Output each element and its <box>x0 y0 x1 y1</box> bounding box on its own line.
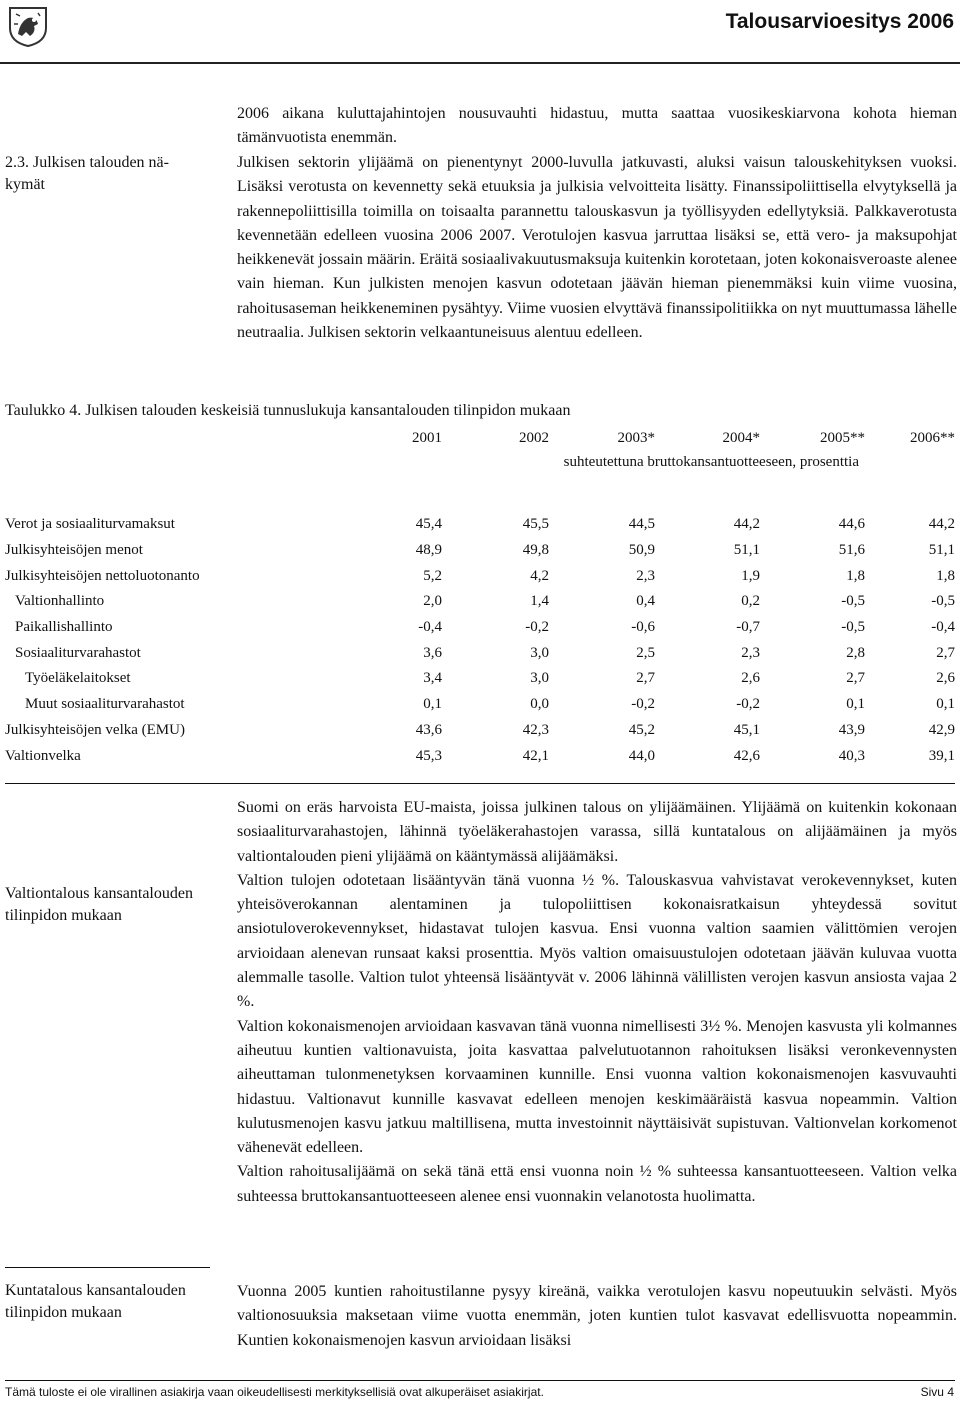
public-finance-table <box>5 426 955 769</box>
header-divider <box>0 62 960 64</box>
paragraph: Suomi on eräs harvoista EU-maista, joissa julkinen talous on ylijäämäinen. Ylijäämä on kuitenkin kokonaan sosiaaliturvarahastojen, lähinnä työeläkerahastojen varassa, sillä kuntatalous on alijäämäinen ja myös valtiontalouden pieni ylijäämä on kääntymässä alijäämäksi. <box>237 799 957 865</box>
table-row: Julkisyhteisöjen nettoluotonanto 5,2 4,2 2,3 1,9 1,8 1,8 <box>5 567 955 584</box>
table-row: Paikallishallinto -0,4 -0,2 -0,6 -0,7 -0,5 -0,4 <box>15 619 955 636</box>
year-header: 2006** <box>910 429 955 446</box>
year-header: 2005** <box>820 429 865 446</box>
paragraph: Vuonna 2005 kuntien rahoitustilanne pysyy kireänä, vaikka verotulojen kasvu nopeutuukin selvästi. Myös valtionosuuksia maksetaan viime vuotta enemmän, joten kuntien tulot kasvavat edellisvuotta nopeammin. Kuntien kokonaismenojen kasvun arvioidaan lisäksi <box>237 1283 957 1349</box>
document-title: Talousarvioesitys 2006 <box>725 10 954 33</box>
year-header: 2002 <box>519 429 549 446</box>
paragraph: Valtion tulojen odotetaan lisääntyvän tänä vuonna ½ %. Talouskasvua vahvistavat verokevennykset, kuten yhteisöverokannan alentaminen ja tulopoliittisen kokonaisratkaisun yhteydessä sovitut ansiotuloverokevennykset, hidastavat tulojen kasvua. Ensi vuonna valtion saamien välittömien verojen arvioidaan alenevan runsaat kaksi prosenttia. Myös valtion omaisuustulojen odotetaan jäävän kuluvaa vuotta alemmalle tasolle. Valtion tulot yhteensä lisääntyvät v. 2006 lähinnä välillisten verojen kasvun ansiosta vajaa 2 %. <box>237 871 957 1011</box>
intro-paragraph: 2006 aikana kuluttajahintojen nousuvauhti hidastuu, mutta saattaa vuosikeskiarvona kohota hieman tämänvuotista enemmän. <box>237 105 957 147</box>
table-unit-row <box>5 450 955 474</box>
section-divider <box>5 1267 210 1268</box>
kuntatalous-text <box>237 1280 957 1353</box>
table-caption: Taulukko 4. Julkisen talouden keskeisiä tunnuslukuja kansantalouden tilinpidon mukaan <box>5 402 571 419</box>
unit-label: suhteutettuna bruttokansantuotteeseen, prosenttia <box>563 453 859 470</box>
table-row: Valtionhallinto 2,0 1,4 0,4 0,2 -0,5 -0,5 <box>15 593 955 610</box>
year-header: 2003* <box>617 429 655 446</box>
side-heading-valtiontalous: Valtiontalous kansantalouden tilinpidon mukaan <box>5 885 193 924</box>
footer-disclaimer: Tämä tuloste ei ole virallinen asiakirja vaan oikeudellisesti merkityksellisiä ovat alkuperäiset asiakirjat. <box>5 1385 544 1399</box>
footer-rule <box>5 1380 955 1381</box>
paragraph: Valtion kokonaismenojen arvioidaan kasvavan tänä vuonna nimellisesti 3½ %. Menojen kasvusta yli kolmannes aiheutuu kuntien valtionavuista, joita kasvattaa palvelutuotannon rahoituksen lisäksi veronkevennysten aiheuttaman tulonmenetyksen korvaaminen kunnille. Ensi vuonna valtion kokonaismenojen kasvuvauhti hidastuu. Valtionavut kunnille kasvavat edelleen menojen keskimääräistä kasvua nopeammin. Valtion kulutusmenojen kasvu jatkuu maltillisena, mutta investoinnit näyttäisivät supistuvan. Valtionvelan korkomenot vähenevät edelleen. <box>237 1017 957 1157</box>
side-heading-kuntatalous: Kuntatalous kansantalouden tilinpidon mukaan <box>5 1282 186 1321</box>
table-row: Työeläkelaitokset 3,4 3,0 2,7 2,6 2,7 2,6 <box>25 670 955 687</box>
table-row: Valtionvelka 45,3 42,1 44,0 42,6 40,3 39,1 <box>5 747 955 764</box>
table-row: Julkisyhteisöjen menot 48,9 49,8 50,9 51,1 51,6 51,1 <box>5 542 955 559</box>
lion-crest-icon <box>6 4 50 48</box>
table-bottom-rule <box>5 783 955 784</box>
year-header: 2001 <box>412 429 442 446</box>
valtiontalous-text <box>237 796 957 1209</box>
header-empty <box>5 426 267 450</box>
table-row: Verot ja sosiaaliturvamaksut 45,4 45,5 44,5 44,2 44,6 44,2 <box>5 516 955 533</box>
year-header: 2004* <box>722 429 760 446</box>
table-row: Muut sosiaaliturvarahastot 0,1 0,0 -0,2 -0,2 0,1 0,1 <box>25 696 955 713</box>
table-header-row <box>5 426 955 450</box>
table-row: Julkisyhteisöjen velka (EMU) 43,6 42,3 45,2 45,1 43,9 42,9 <box>5 721 955 738</box>
page-number: Sivu 4 <box>920 1385 954 1399</box>
paragraph: Valtion rahoitusalijäämä on sekä tänä että ensi vuonna noin ½ % suhteessa kansantuotteeseen. Valtion velka suhteessa bruttokansantuotteeseen alenee ensi vuonnakin velanotosta huolimatta. <box>237 1163 957 1205</box>
section-2-3-paragraph: Julkisen sektorin ylijäämä on pienentynyt 2000-luvulla jatkuvasti, aluksi vaisun talouskehityksen vuoksi. Lisäksi verotusta on kevennetty sekä etuuksia ja julkisia velvoitteita lisätty. Finanssipoliittisella elvytyksellä ja rakennepoliittisilla toimilla on toisaalta parannettu talouskasvun ja työllisyyden edellytyksiä. Palkkaverotusta kevennetään edelleen vuosina 2006 2007. Verotulojen kasvua jarruttaa lisäksi se, että vero- ja maksupohjat heikkenevät jossain määrin. Eräitä sosiaalivakuutusmaksuja kuitenkin korotetaan, joten kokonaisveroaste alenee vain hieman. Kun julkisten menojen kasvun odotetaan jäävän hieman pienemmäksi kuin viime vuosina, rahoitusaseman heikkeneminen pysähtyy. Viime vuosien elvyttävä finanssipolitiikka on nyt muuttumassa lähelle neutraalia. Julkisen sektorin velkaantuneisuus alentuu edelleen. <box>237 154 957 342</box>
section-heading-2-3: 2.3. Julkisen talouden nä- kymät <box>5 154 169 193</box>
table-row: Sosiaaliturvarahastot 3,6 3,0 2,5 2,3 2,8 2,7 <box>15 644 955 661</box>
